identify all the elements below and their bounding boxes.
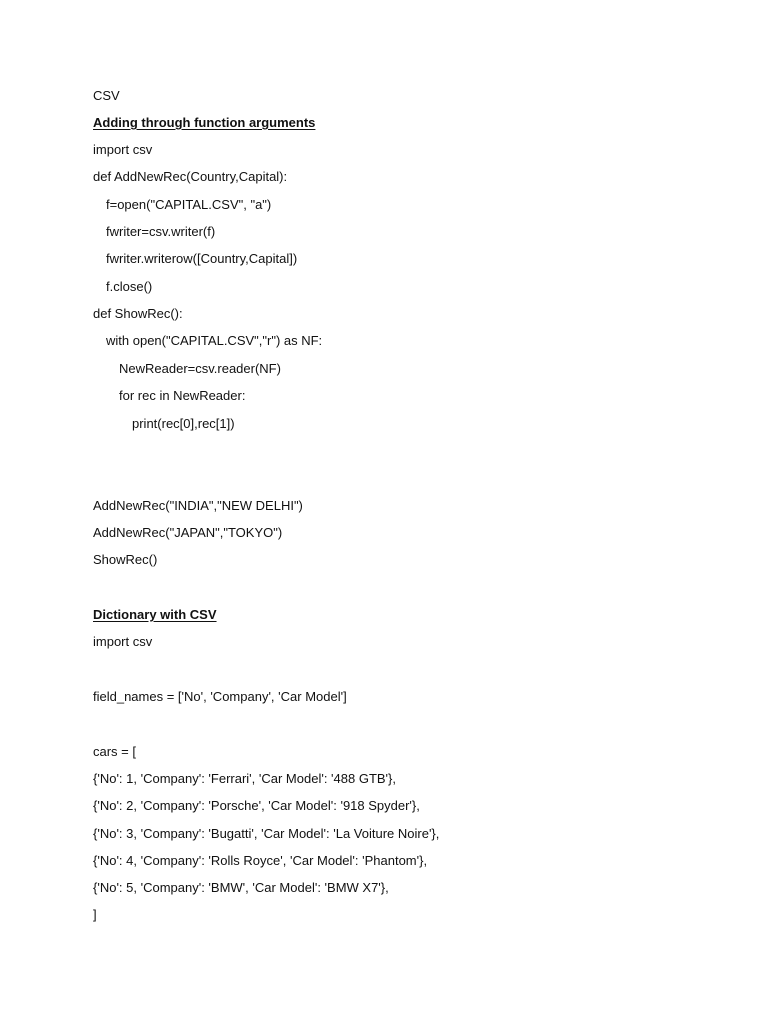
code-line: ] <box>93 907 97 922</box>
code-line: {'No': 1, 'Company': 'Ferrari', 'Car Model': '488 GTB'}, <box>93 771 396 786</box>
code-line: NewReader=csv.reader(NF) <box>119 361 281 376</box>
code-line: AddNewRec("INDIA","NEW DELHI") <box>93 498 303 513</box>
code-line: fwriter.writerow([Country,Capital]) <box>106 251 298 266</box>
code-line: with open("CAPITAL.CSV","r") as NF: <box>106 333 323 348</box>
section-heading-dictionary-csv: Dictionary with CSV <box>93 607 217 622</box>
code-line: f.close() <box>106 279 153 294</box>
code-line: ShowRec() <box>93 552 158 567</box>
code-line: {'No': 4, 'Company': 'Rolls Royce', 'Car Model': 'Phantom'}, <box>93 853 428 868</box>
code-line: {'No': 2, 'Company': 'Porsche', 'Car Model': '918 Spyder'}, <box>93 798 420 813</box>
code-line: fwriter=csv.writer(f) <box>106 224 216 239</box>
code-line: def ShowRec(): <box>93 306 183 321</box>
code-line: {'No': 3, 'Company': 'Bugatti', 'Car Model': 'La Voiture Noire'}, <box>93 826 440 841</box>
code-line: cars = [ <box>93 744 136 759</box>
code-line: import csv <box>93 142 153 157</box>
code-line: import csv <box>93 634 153 649</box>
code-line: print(rec[0],rec[1]) <box>132 416 235 431</box>
code-line: def AddNewRec(Country,Capital): <box>93 169 288 184</box>
code-line: field_names = ['No', 'Company', 'Car Model'] <box>93 689 347 704</box>
section-heading-function-arguments: Adding through function arguments <box>93 115 316 130</box>
code-line: AddNewRec("JAPAN","TOKYO") <box>93 525 283 540</box>
code-line: for rec in NewReader: <box>119 388 246 403</box>
code-line: f=open("CAPITAL.CSV", "a") <box>106 197 272 212</box>
code-line: {'No': 5, 'Company': 'BMW', 'Car Model': 'BMW X7'}, <box>93 880 389 895</box>
document-title: CSV <box>93 88 120 103</box>
